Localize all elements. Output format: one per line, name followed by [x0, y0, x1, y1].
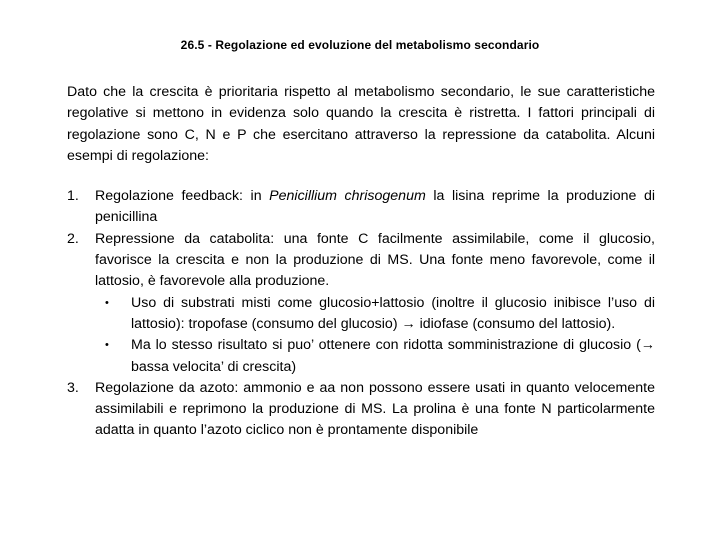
- list-number: 1.: [67, 188, 79, 205]
- slide-title: [0, 38, 720, 52]
- list-number: 3.: [67, 379, 79, 396]
- list-item-text-after: la lisina reprime la produzione di penicillina: [95, 188, 655, 226]
- sub-item-text: Ma lo stesso risultato si puo’ ottenere con ridotta somministrazione di glucosio (→ bassa velocita’ di crescita): [131, 337, 655, 375]
- catabolite-sub-list: [95, 293, 655, 378]
- sub-item-text: Uso di substrati misti come glucosio+lattosio (inoltre il glucosio inibisce l’uso di lattosio): tropofase (consumo del glucosio) → idiofase (consumo del lattosio).: [131, 294, 655, 332]
- intro-paragraph: Dato che la crescita è prioritaria rispetto al metabolismo secondario, le sue caratteristiche regolative si mettono in evidenza solo quando la crescita è ristretta. I fattori principali di regolazione sono C, N e P che esercitano attraverso la repressione da catabolita. Alcuni esempi di regolazione:: [67, 84, 655, 164]
- list-item-text: Repressione da catabolita: una fonte C facilmente assimilabile, come il glucosio, favorisce la crescita e non la produzione di MS. Una fonte meno favorevole, come il lattosio, è favorevole alla produzione.: [95, 230, 655, 290]
- bullet-icon: •: [105, 339, 109, 352]
- list-item-feedback: [67, 186, 655, 229]
- list-item-nitrogen: [67, 378, 655, 442]
- slide-body: [67, 82, 655, 442]
- sub-item-mixed-substrates: [95, 293, 655, 336]
- list-number: 2.: [67, 230, 79, 247]
- bullet-icon: •: [105, 296, 109, 309]
- regulation-list: [67, 186, 655, 442]
- organism-name: Penicillium chrisogenum: [269, 188, 426, 205]
- list-item-text-before: Regolazione feedback: in: [95, 188, 270, 205]
- list-item-catabolite: [67, 229, 655, 378]
- slide-title-text: 26.5 - Regolazione ed evoluzione del metabolismo secondario: [180, 38, 540, 52]
- sub-item-reduced-glucose: [95, 335, 655, 378]
- list-item-text: Regolazione da azoto: ammonio e aa non possono essere usati in quanto velocemente assimilabili e reprimono la produzione di MS. La prolina è una fonte N particolarmente adatta in quanto l’azoto ciclico non è prontamente disponibile: [95, 379, 655, 439]
